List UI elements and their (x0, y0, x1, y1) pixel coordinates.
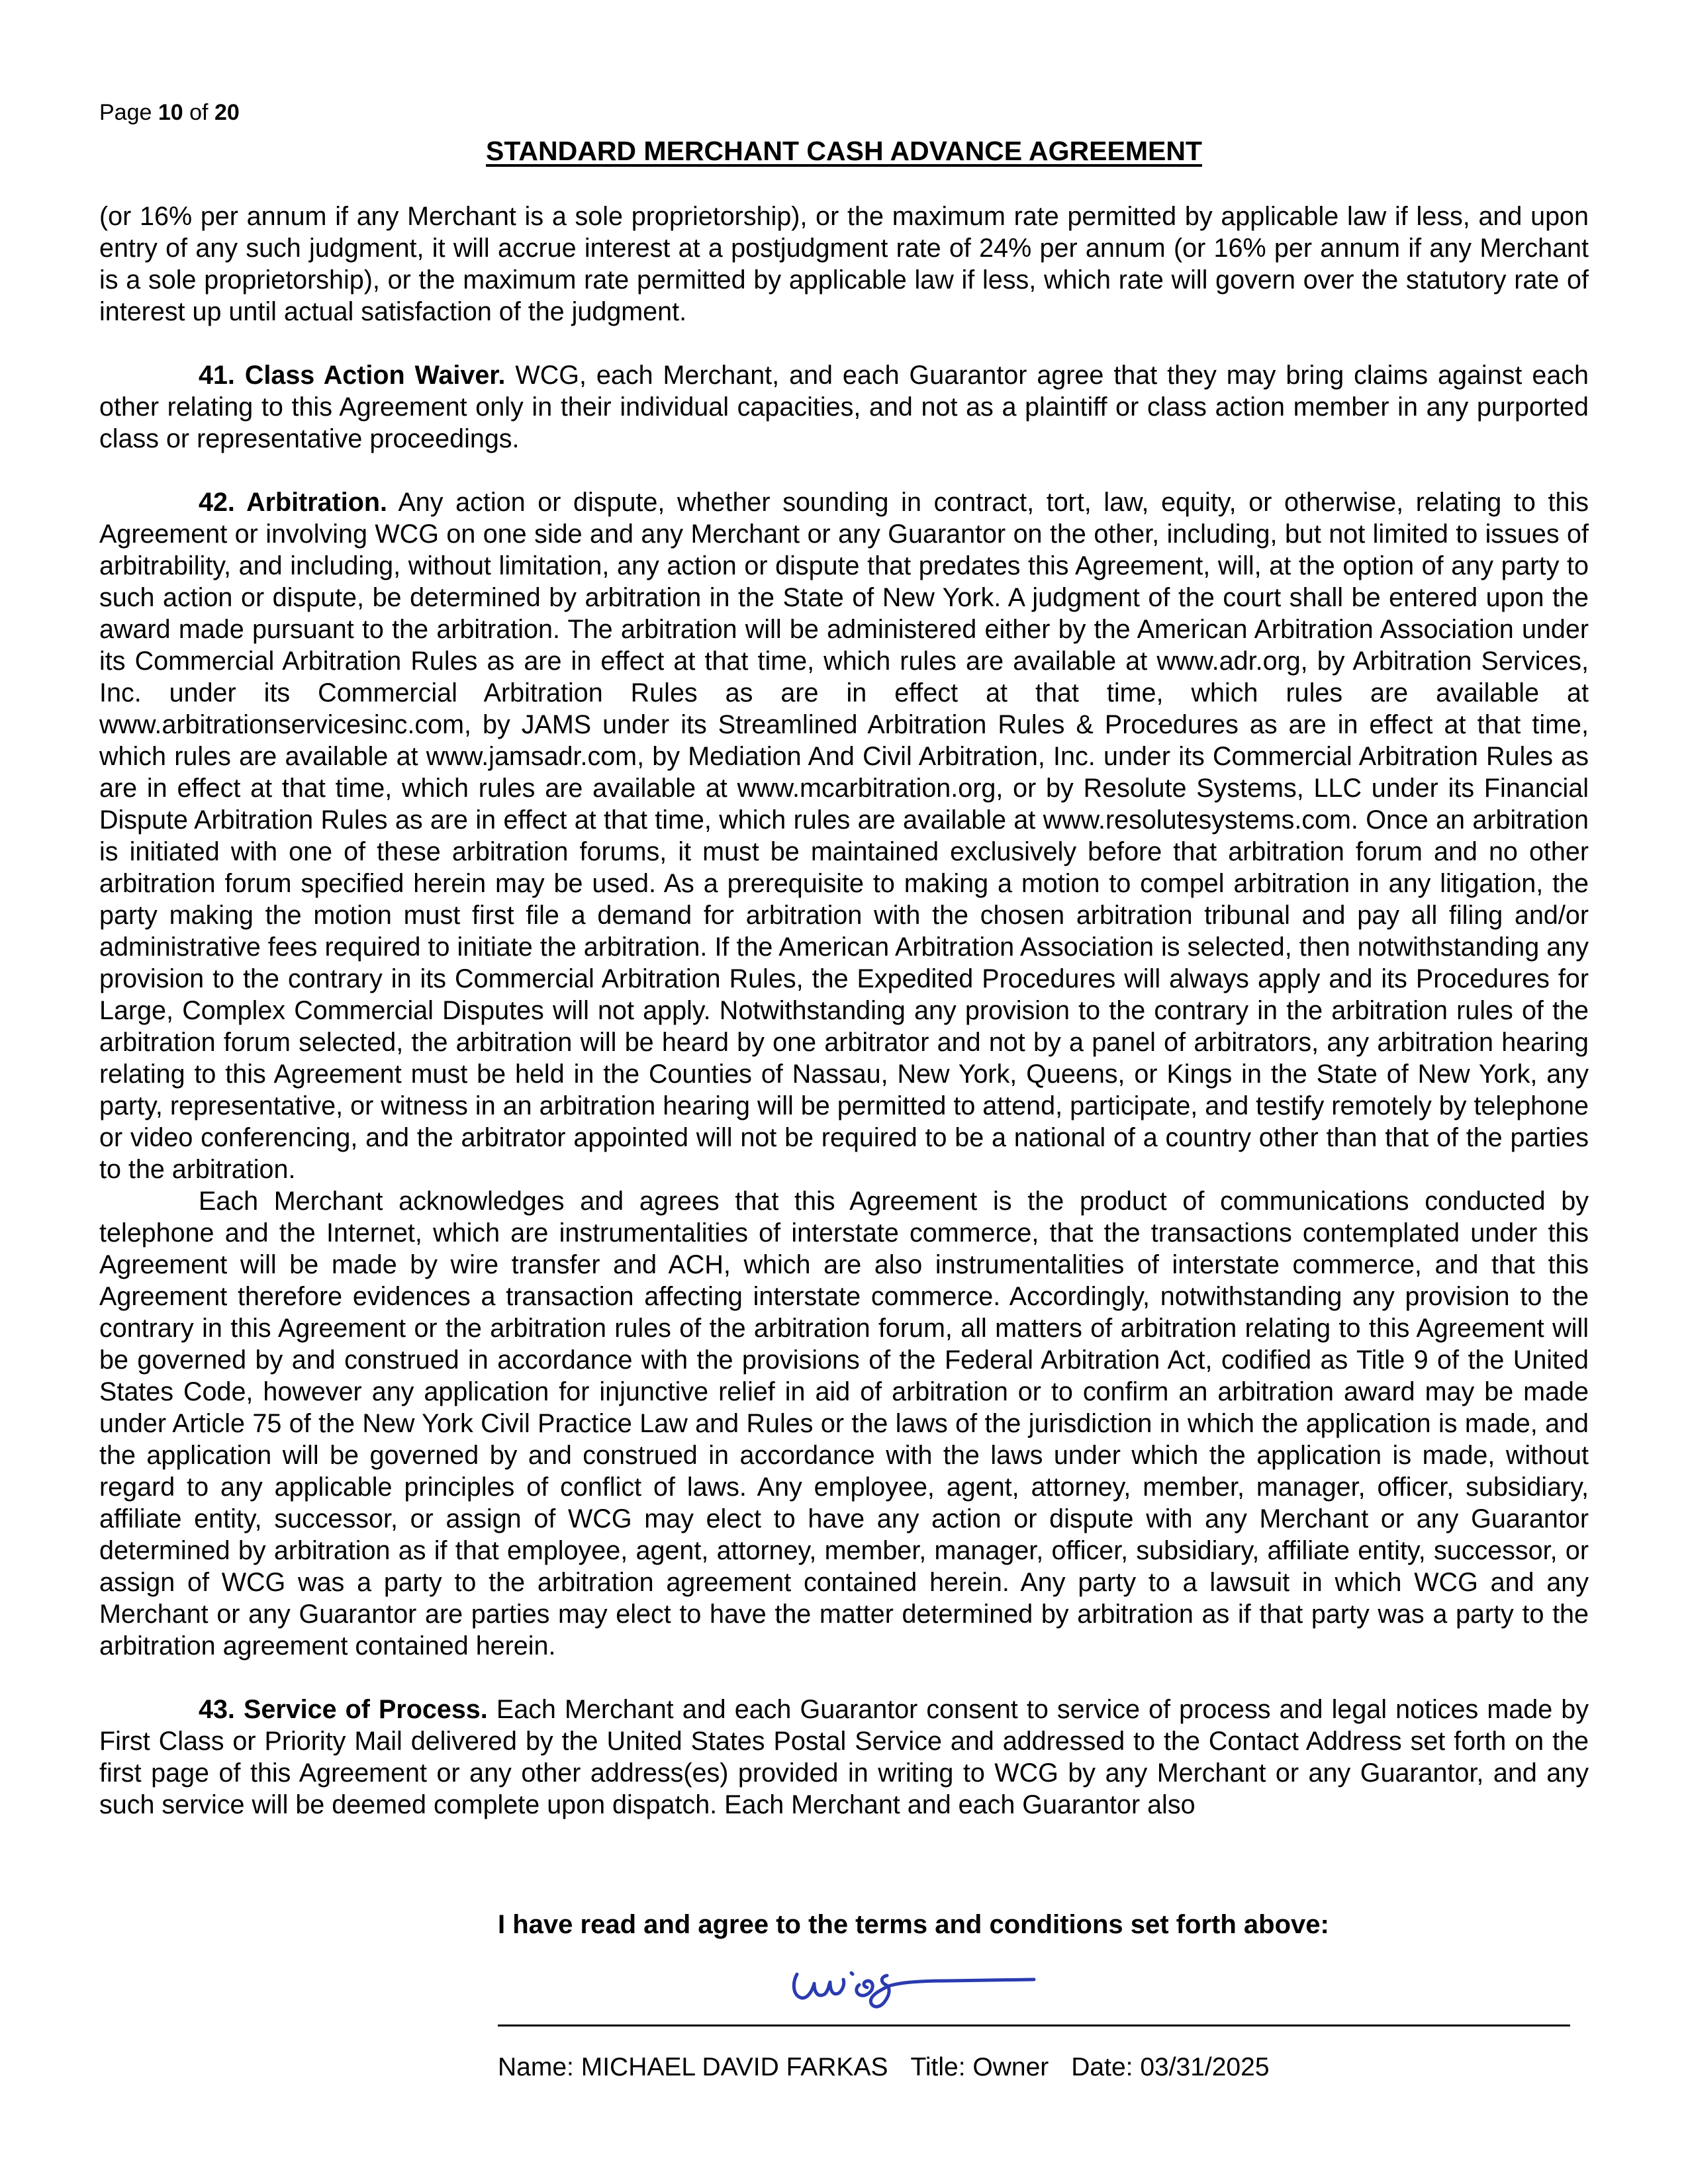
section-42-text: Any action or dispute, whether sounding in contract, tort, law, equity, or otherwise, relating to this Agreement or involving WCG on one side and any Merchant or any Guarantor on the other, including, but not limited to issues of arbitrability, and including, without limitation, any action or dispute that predates this Agreement, will, at the option of any party to such action or dispute, be determined by arbitration in the State of New York. A judgment of the court shall be entered upon the award made pursuant to the arbitration. The arbitration will be administered either by the American Arbitration Association under its Commercial Arbitration Rules as are in effect at that time, which rules are available at www.adr.org, by Arbitration Services, Inc. under its Commercial Arbitration Rules as are in effect at that time, which rules are available at www.arbitrationservicesinc.com, by JAMS under its Streamlined Arbitration Rules & Procedures as are in effect at that time, which rules are available at www.jamsadr.com, by Mediation And Civil Arbitration, Inc. under its Commercial Arbitration Rules as are in effect at that time, which rules are available at www.mcarbitration.org, or by Resolute Systems, LLC under its Financial Dispute Arbitration Rules as are in effect at that time, which rules are available at www.resolutesystems.com. Once an arbitration is initiated with one of these arbitration forums, it must be maintained exclusively before that arbitration forum and no other arbitration forum specified herein may be used. As a prerequisite to making a motion to compel arbitration in any litigation, the party making the motion must first file a demand for arbitration with the chosen arbitration tribunal and pay all filing and/or administrative fees required to initiate the arbitration. If the American Arbitration Association is selected, then notwithstanding any provision to the contrary in its Commercial Arbitration Rules, the Expedited Procedures will always apply and its Procedures for Large, Complex Commercial Disputes will not apply. Notwithstanding any provision to the contrary in the arbitration rules of the arbitration forum selected, the arbitration will be heard by one arbitrator and not by a panel of arbitrators, any arbitration hearing relating to this Agreement must be held in the Counties of Nassau, New York, Queens, or Kings in the State of New York, any party, representative, or witness in an arbitration hearing will be permitted to attend, participate, and testify remotely by telephone or video conferencing, and the arbitrator appointed will not be required to be a national of a country other than that of the parties to the arbitration. (99, 488, 1589, 1184)
document-title: STANDARD MERCHANT CASH ADVANCE AGREEMENT (486, 136, 1202, 166)
section-43-heading: 43. Service of Process. (199, 1695, 488, 1724)
section-43-text: Each Merchant and each Guarantor consent to service of process and legal notices made by First Class or Priority Mail delivered by the United States Postal Service and addressed to the Contact Address set forth on the first page of this Agreement or any other address(es) provided in writing to WCG by any Merchant or any Guarantor, and any such service will be deemed complete upon dispatch. Each Merchant and each Guarantor also (99, 1695, 1589, 1819)
section-41-heading: 41. Class Action Waiver. (199, 361, 506, 390)
document-body (99, 201, 1589, 1821)
section-42 (99, 486, 1589, 1185)
section-41 (99, 359, 1589, 455)
acknowledgement-text: I have read and agree to the terms and conditions set forth above: (498, 1910, 1329, 1939)
page-number: Page 10 of 20 (99, 100, 240, 125)
signer-details (498, 2053, 1270, 2082)
section-42-continuation: Each Merchant acknowledges and agrees that this Agreement is the product of communications conducted by telephone and the Internet, which are instrumentalities of interstate commerce, that the transactions contemplated under this Agreement will be made by wire transfer and ACH, which are also instrumentalities of interstate commerce, and that this Agreement therefore evidences a transaction affecting interstate commerce. Accordingly, notwithstanding any provision to the contrary in this Agreement or the arbitration rules of the arbitration forum, all matters of arbitration relating to this Agreement will be governed by and construed in accordance with the provisions of the Federal Arbitration Act, codified as Title 9 of the United States Code, however any application for injunctive relief in aid of arbitration or to confirm an arbitration award may be made under Article 75 of the New York Civil Practice Law and Rules or the laws of the jurisdiction in which the application is made, and the application will be governed by and construed in accordance with the laws under which the application is made, without regard to any applicable principles of conflict of laws. Any employee, agent, attorney, member, manager, officer, subsidiary, affiliate entity, successor, or assign of WCG may elect to have any action or dispute with any Merchant or any Guarantor determined by arbitration as if that employee, agent, attorney, member, manager, officer, subsidiary, affiliate entity, successor, or assign of WCG was a party to the arbitration agreement contained herein. Any party to a lawsuit in which WCG and any Merchant or any Guarantor are parties may elect to have the matter determined by arbitration as if that party was a party to the arbitration agreement contained herein. (99, 1187, 1589, 1661)
paragraph-continuation: (or 16% per annum if any Merchant is a sole proprietorship), or the maximum rate permitted by applicable law if less, and upon entry of any such judgment, it will accrue interest at a postjudgment rate of 24% per annum (or 16% per annum if any Merchant is a sole proprietorship), or the maximum rate permitted by applicable law if less, which rate will govern over the statutory rate of interest up until actual satisfaction of the judgment. (99, 202, 1589, 326)
signature-date: Date: 03/31/2025 (1071, 2053, 1270, 2081)
signer-name: Name: MICHAEL DAVID FARKAS (498, 2053, 888, 2081)
signature-image (788, 1956, 1039, 2015)
signer-title: Title: Owner (910, 2053, 1049, 2081)
section-41-text: WCG, each Merchant, and each Guarantor agree that they may bring claims against each other relating to this Agreement only in their individual capacities, and not as a plaintiff or class action member in any purported class or representative proceedings. (99, 361, 1589, 453)
signature-line (498, 2025, 1570, 2026)
section-42-heading: 42. Arbitration. (199, 488, 387, 517)
section-43 (99, 1694, 1589, 1821)
